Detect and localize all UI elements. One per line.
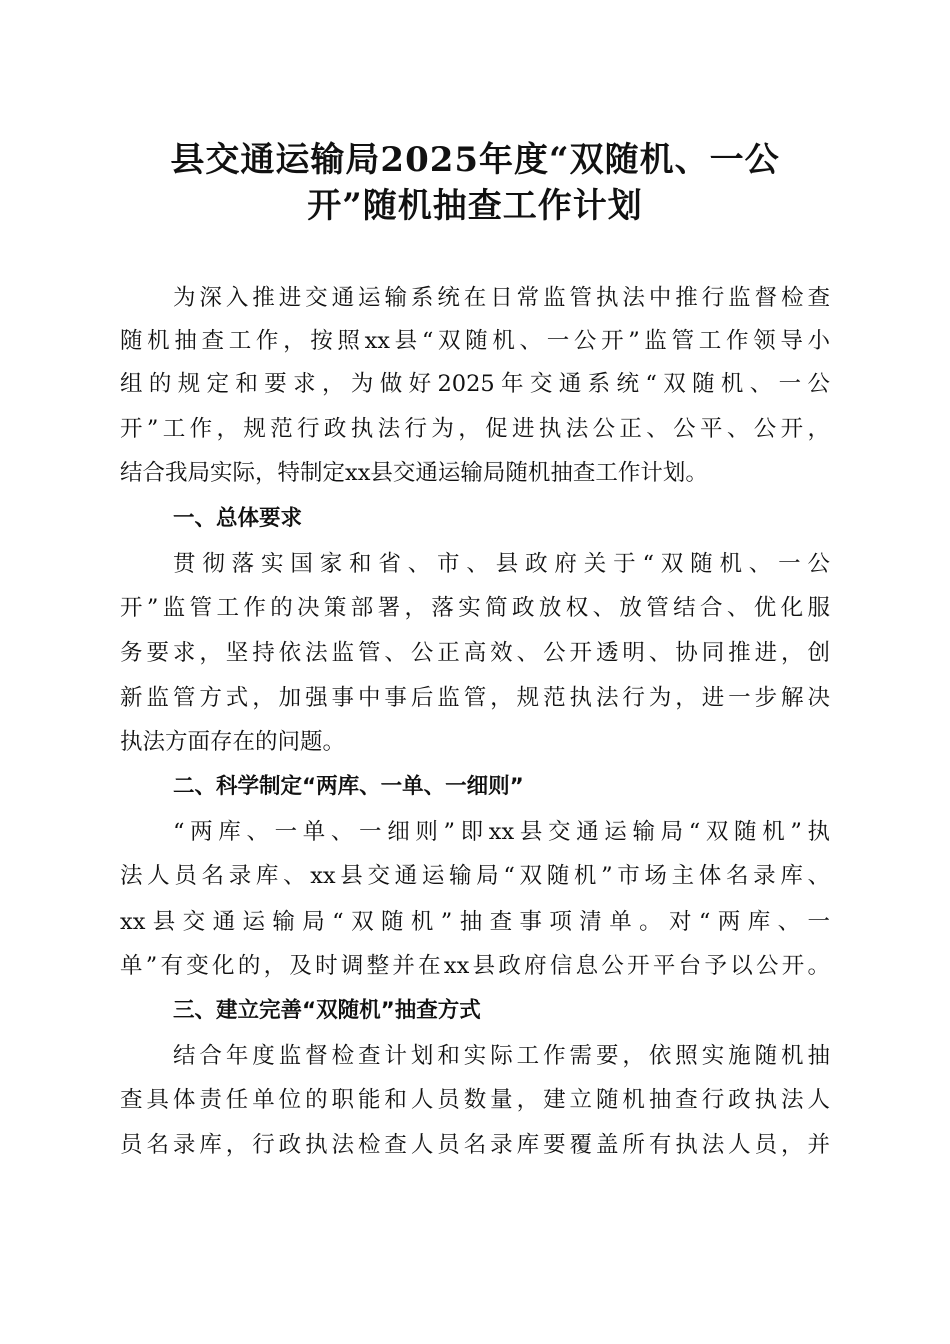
section-heading-general-requirements: 一、总体要求 (173, 506, 303, 531)
section1-paragraph-line: 执法方面存在的问题。 (120, 729, 346, 755)
section3-paragraph-line: 结合年度监督检查计划和实际工作需要，依照实施随机抽 (173, 1043, 830, 1069)
section3-paragraph-line: 查具体责任单位的职能和人员数量，建立随机抽查行政执法人 (120, 1087, 830, 1113)
section-heading-two-libraries: 二、科学制定“两库、一单、一细则” (173, 774, 524, 799)
document-title-line-2: 开”随机抽查工作计划 (307, 186, 643, 226)
section1-paragraph-line: 贯彻落实国家和省、市、县政府关于“双随机、一公 (173, 551, 830, 577)
intro-paragraph-line: 为深入推进交通运输系统在日常监管执法中推行监督检查 (173, 285, 830, 311)
document-title-line-1: 县交通运输局2025年度“双随机、一公 (170, 140, 780, 180)
section-heading-random-inspection-method: 三、建立完善“双随机”抽查方式 (173, 998, 481, 1023)
section2-paragraph-line: 单”有变化的，及时调整并在xx县政府信息公开平台予以公开。 (120, 953, 830, 979)
section1-paragraph-line: 开”监管工作的决策部署，落实简政放权、放管结合、优化服 (120, 595, 830, 621)
section1-paragraph-line: 新监管方式，加强事中事后监管，规范执法行为，进一步解决 (120, 685, 830, 711)
section2-paragraph-line: xx县交通运输局“双随机”抽查事项清单。对“两库、一 (120, 909, 830, 935)
intro-paragraph-line: 结合我局实际，特制定xx县交通运输局随机抽查工作计划。 (120, 460, 708, 486)
section2-paragraph-line: “两库、一单、一细则”即xx县交通运输局“双随机”执 (173, 819, 830, 845)
intro-paragraph-line: 随机抽查工作，按照xx县“双随机、一公开”监管工作领导小 (120, 328, 830, 354)
intro-paragraph-line: 开”工作，规范行政执法行为，促进执法公正、公平、公开， (120, 416, 830, 442)
section2-paragraph-line: 法人员名录库、xx县交通运输局“双随机”市场主体名录库、 (120, 863, 830, 889)
section3-paragraph-line: 员名录库，行政执法检查人员名录库要覆盖所有执法人员，并 (120, 1132, 830, 1158)
intro-paragraph-line: 组的规定和要求，为做好2025年交通系统“双随机、一公 (120, 371, 830, 397)
section1-paragraph-line: 务要求，坚持依法监管、公正高效、公开透明、协同推进，创 (120, 640, 830, 666)
